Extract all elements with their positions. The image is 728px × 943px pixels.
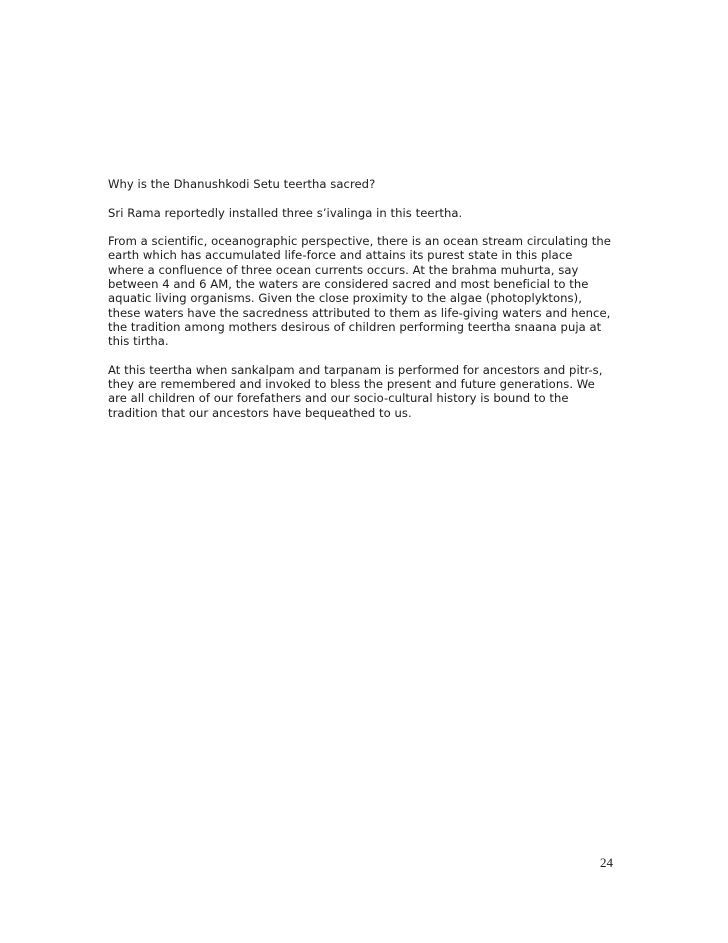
- paragraph-line: the tradition among mothers desirous of children performing teertha snaana puja at: [108, 319, 602, 334]
- paragraph-line: From a scientific, oceanographic perspective, there is an ocean stream circulating the: [108, 234, 611, 249]
- page-number: 24: [600, 855, 613, 870]
- paragraph-line: Sri Rama reportedly installed three s’ivalinga in this teertha.: [108, 205, 463, 220]
- paragraph-line: At this teertha when sankalpam and tarpanam is performed for ancestors and pitr-s,: [108, 362, 603, 377]
- paragraph-line: this tirtha.: [108, 334, 169, 349]
- heading-question: [108, 177, 628, 191]
- paragraph-2: [108, 234, 628, 348]
- paragraph-line: tradition that our ancestors have bequeathed to us.: [108, 405, 412, 420]
- paragraph-line: where a confluence of three ocean currents occurs. At the brahma muhurta, say: [108, 262, 579, 277]
- paragraph-line: between 4 and 6 AM, the waters are considered sacred and most beneficial to the: [108, 277, 589, 292]
- paragraph-line: earth which has accumulated life-force and attains its purest state in this place: [108, 248, 573, 263]
- paragraph-line: they are remembered and invoked to bless the present and future generations. We: [108, 377, 595, 392]
- document-body: [108, 177, 628, 434]
- paragraph-line: these waters have the sacredness attributed to them as life-giving waters and hence,: [108, 305, 611, 320]
- paragraph-line: are all children of our forefathers and our socio-cultural history is bound to the: [108, 391, 569, 406]
- paragraph-line: aquatic living organisms. Given the close proximity to the algae (photoplyktons),: [108, 291, 582, 306]
- paragraph-1: [108, 206, 628, 220]
- paragraph-3: [108, 363, 628, 420]
- heading-line: Why is the Dhanushkodi Setu teertha sacred?: [108, 177, 376, 191]
